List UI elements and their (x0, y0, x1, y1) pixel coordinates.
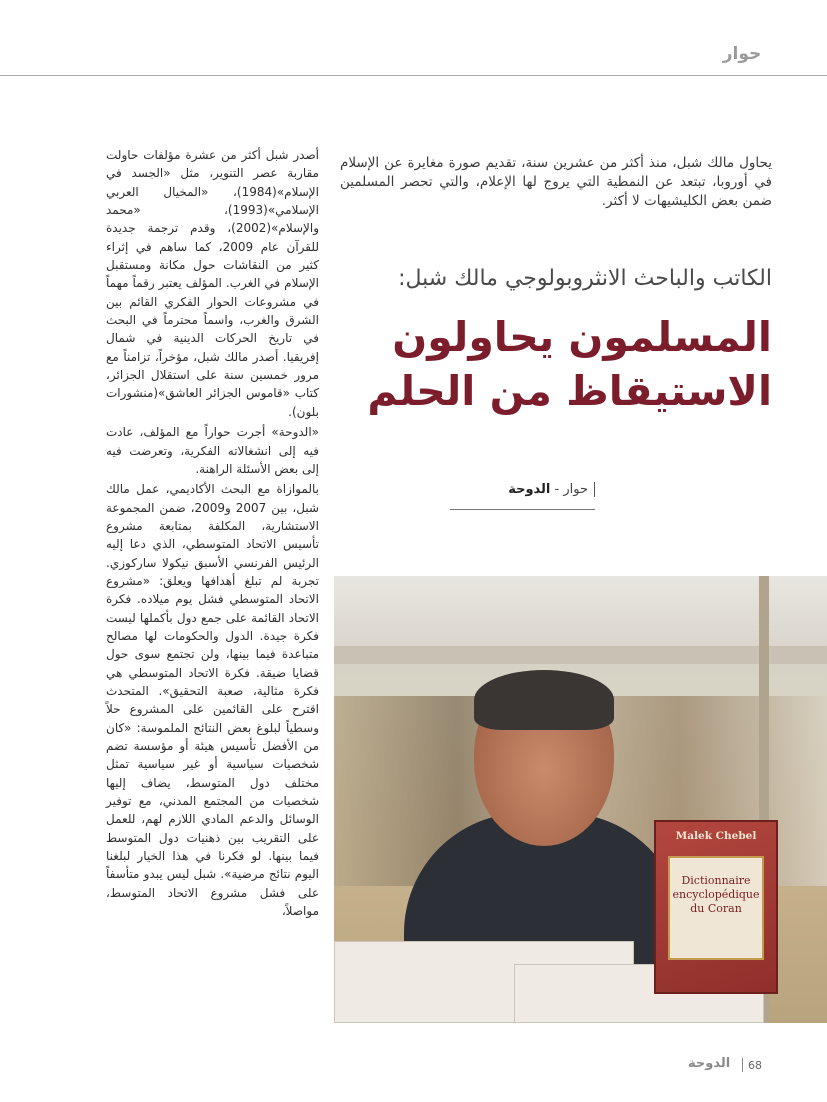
book-author: Malek Chebel (675, 830, 757, 842)
article-column (106, 146, 319, 920)
article-photo (334, 576, 827, 1023)
page-number: 68 (748, 1059, 762, 1072)
footer-divider (742, 1058, 743, 1072)
tent-canopy (334, 576, 827, 654)
paragraph-1: أصدر شبل أكثر من عشرة مؤلفات حاولت مقاربة عصر التنوير، مثل «الجسد في الإسلام»(1984)، «المخيال العربي الإسلامي»(1993)، «محمد والإسلام»(2002)، وقدم ترجمة جديدة للقرآن عام 2009، كما ساهم في إثراء كثير من النقاشات حول مكانة ومستقبل الإسلام في الغرب. المؤلف يعتبر رقماً مهماً في مشروعات الحوار الفكري القائم بين الشرق والغرب، واسماً محترماً في البحث في تاريخ الحركات الدينية في شمال إفريقيا. أصدر مالك شبل، مؤخراً، تزامناً مع مرور خمسين سنة على استقلال الجزائر، كتاب «قاموس الجزائر العاشق»(منشورات بلون). (106, 148, 319, 419)
byline (450, 482, 595, 510)
top-divider (0, 75, 827, 76)
book-title: Dictionnaire encyclopédique du Coran (668, 856, 764, 960)
title-line-1: المسلمون يحاولون (392, 313, 772, 361)
book-cover (654, 820, 778, 994)
paragraph-3: بالموازاة مع البحث الأكاديمي، عمل مالك شبل، بين 2007 و2009، ضمن المجموعة الاستشارية، المكلفة بمتابعة مشروع تأسيس الاتحاد المتوسطي، الذي دعا إليه الرئيس الفرنسي الأسبق نيكولا ساركوزي. تجربة لم تبلغ أهدافها ويعلق: «مشروع الاتحاد المتوسطي فشل يوم ميلاده. فكرة الاتحاد القائمة على جمع دول بأكملها ليست فكرة جيدة. الدول والحكومات لها مصالح متباعدة فيما بينها، ولن تجتمع سوى حول قضايا ضيقة. فكرة الاتحاد المتوسطي هي فكرة مثالية، صعبة التحقيق». المتحدث اقترح على القائمين على المشروع حلاً وسطياً لبلوغ بعض النتائج الملموسة: «كان من الأفضل تأسيس هيئة أو مؤسسة تضم شخصيات سياسية أو غير سياسية تمثل مختلف دول المتوسط، يضاف إليها شخصيات من المجتمع المدني، مع توفير الوسائل والدعم المادي اللازم لهم، للعمل على التقريب بين ذهنيات دول المتوسط فيما بينها. لو فكرنا في هذا الخيار لبلغنا اليوم نتائج مرضية». شبل ليس يبدو متأسفاً على فشل مشروع الاتحاد المتوسط، مواصلاً، (106, 482, 319, 919)
section-tag: حوار (722, 44, 762, 64)
article-subtitle: الكاتب والباحث الانثروبولوجي مالك شبل: (398, 266, 772, 291)
byline-divider (594, 482, 595, 497)
paragraph-2: «الدوحة» أجرت حواراً مع المؤلف، عادت فيه إلى انشغالاته الفكرية، وتعرضت فيه إلى بعض الأسئلة الراهنة. (106, 425, 319, 476)
byline-label: حوار - (550, 482, 588, 497)
article-intro: يحاول مالك شبل، منذ أكثر من عشرين سنة، تقديم صورة مغايرة عن الإسلام في أوروبا، تبتعد عن النمطية التي يروج لها الإعلام، والتي تحصر المسلمين ضمن بعض الكليشيهات لا أكثر. (340, 155, 772, 209)
byline-brand: الدوحة (508, 482, 551, 497)
tent-edge (334, 646, 827, 664)
person-hair (474, 670, 614, 730)
footer-logo: الدوحة (688, 1056, 731, 1071)
title-line-2: الاستيقاظ من الحلم (367, 367, 772, 415)
article-title (340, 310, 772, 418)
